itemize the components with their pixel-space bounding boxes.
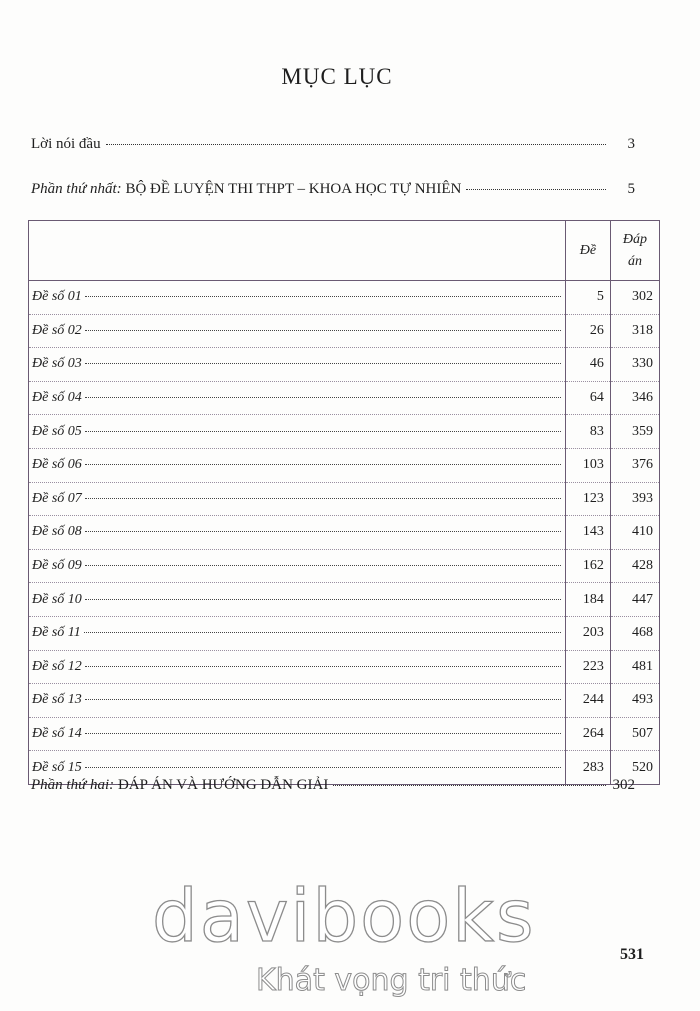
part2-title: ĐÁP ÁN VÀ HƯỚNG DẪN GIẢI [117,777,329,793]
exam-name: Đề số 02 [32,322,82,338]
exam-name-cell [29,281,566,315]
exam-name-wrap [29,457,565,473]
answer-page-cell: 410 [610,516,659,550]
exam-name: Đề số 04 [32,390,82,406]
exam-name: Đề số 13 [32,692,82,708]
exam-name-wrap [29,289,565,305]
exam-name-cell [29,381,566,415]
exam-name-wrap [29,692,565,708]
answer-page-cell: 468 [610,616,659,650]
answer-page-cell: 359 [610,415,659,449]
table-row [29,616,660,650]
exam-name-wrap [29,323,565,339]
exam-name-cell [29,583,566,617]
dot-leader [85,767,561,768]
answer-page-cell: 376 [610,448,659,482]
exam-page-cell: 184 [565,583,610,617]
exam-name-wrap [29,424,565,440]
exam-name: Đề số 10 [32,591,82,607]
answer-page-cell: 481 [610,650,659,684]
table-row [29,348,660,382]
exam-name: Đề số 08 [32,524,82,540]
exam-name-wrap [29,491,565,507]
dot-leader [85,330,561,331]
answer-page-cell: 428 [610,549,659,583]
exam-name: Đề số 11 [32,625,81,641]
exam-name-wrap [29,524,565,540]
exam-page-cell: 26 [565,314,610,348]
exam-name-wrap [29,659,565,675]
header-dapan-line2: án [627,253,642,269]
exam-name: Đề số 09 [32,558,82,574]
dot-leader [85,431,561,432]
page-number: 531 [620,946,644,963]
exam-name-cell [29,314,566,348]
part1-prefix: Phần thứ nhất: [31,181,122,197]
exam-name: Đề số 14 [32,726,82,742]
table-header-row [29,221,660,281]
toc-entry-part2-label [31,777,328,794]
dot-leader [84,632,561,633]
answer-page-cell: 302 [610,281,659,315]
dot-leader [85,599,561,600]
exam-name-wrap [29,760,565,776]
exam-page-cell: 264 [565,717,610,751]
table-row [29,381,660,415]
exam-name: Đề số 15 [32,759,82,775]
exam-name-cell [29,482,566,516]
exam-name-cell [29,650,566,684]
toc-entry-part2-page: 302 [612,777,635,793]
answer-page-cell: 330 [610,348,659,382]
exam-name-wrap [29,726,565,742]
exam-name-cell [29,549,566,583]
exam-name-cell [29,516,566,550]
exam-page-cell: 203 [565,616,610,650]
dot-leader [106,144,606,145]
table-row [29,281,660,315]
dot-leader [85,565,561,566]
dot-leader [85,498,561,499]
exam-name: Đề số 01 [32,289,82,305]
exam-name: Đề số 06 [32,457,82,473]
table-row [29,516,660,550]
dot-leader [85,531,561,532]
exam-name-wrap [29,625,565,641]
exam-name-wrap [29,390,565,406]
table-row [29,415,660,449]
toc-entry-part2 [31,777,635,794]
header-blank [29,221,566,281]
dot-leader [333,785,606,786]
header-de: Đề [565,221,610,281]
exam-name-cell [29,616,566,650]
table-row [29,314,660,348]
exam-page-cell: 123 [565,482,610,516]
page-title: MỤC LỤC [281,64,393,89]
answer-page-cell: 318 [610,314,659,348]
table-row [29,583,660,617]
watermark-brand: davibooks [152,874,536,958]
exam-name: Đề số 07 [32,490,82,506]
table-row [29,482,660,516]
exam-page-cell: 283 [565,751,610,785]
dot-leader [466,189,606,190]
exam-page-cell: 5 [565,281,610,315]
table-row [29,448,660,482]
exam-name-wrap [29,558,565,574]
exam-page-cell: 143 [565,516,610,550]
dot-leader [85,296,561,297]
answer-page-cell: 507 [610,717,659,751]
dot-leader [85,397,561,398]
dot-leader [85,733,561,734]
dot-leader [85,666,561,667]
exam-name-wrap [29,592,565,608]
exam-name-cell [29,415,566,449]
exam-page-cell: 244 [565,684,610,718]
table-row [29,717,660,751]
toc-entry-intro [31,136,635,153]
dot-leader [85,464,561,465]
exam-name-wrap [29,356,565,372]
exam-name: Đề số 05 [32,423,82,439]
answer-page-cell: 493 [610,684,659,718]
table-row [29,684,660,718]
toc-entry-part1 [31,181,635,198]
exam-page-cell: 162 [565,549,610,583]
answer-page-cell: 346 [610,381,659,415]
toc-entry-intro-page: 3 [627,136,635,152]
exam-page-cell: 83 [565,415,610,449]
answer-page-cell: 520 [610,751,659,785]
exam-name: Đề số 12 [32,658,82,674]
answer-page-cell: 447 [610,583,659,617]
exam-name-cell [29,717,566,751]
answer-page-cell: 393 [610,482,659,516]
exam-name-cell [29,448,566,482]
exam-page-cell: 64 [565,381,610,415]
watermark-slogan: Khát vọng tri thức [256,963,527,998]
exam-index-table [28,220,660,785]
dot-leader [85,363,561,364]
exam-page-cell: 103 [565,448,610,482]
header-dapan [610,221,659,281]
toc-entry-part1-label [31,181,461,198]
part1-title: BỘ ĐỀ LUYỆN THI THPT – KHOA HỌC TỰ NHIÊN [125,181,462,197]
part2-prefix: Phần thứ hai: [31,777,115,793]
exam-name-cell [29,348,566,382]
dot-leader [85,699,561,700]
exam-page-cell: 46 [565,348,610,382]
table-row [29,549,660,583]
header-dapan-line1: Đáp [622,231,648,247]
toc-entry-part1-page: 5 [627,181,635,197]
exam-name: Đề số 03 [32,356,82,372]
table-row [29,650,660,684]
exam-name-cell [29,684,566,718]
exam-page-cell: 223 [565,650,610,684]
toc-entry-intro-label: Lời nói đầu [31,136,101,152]
